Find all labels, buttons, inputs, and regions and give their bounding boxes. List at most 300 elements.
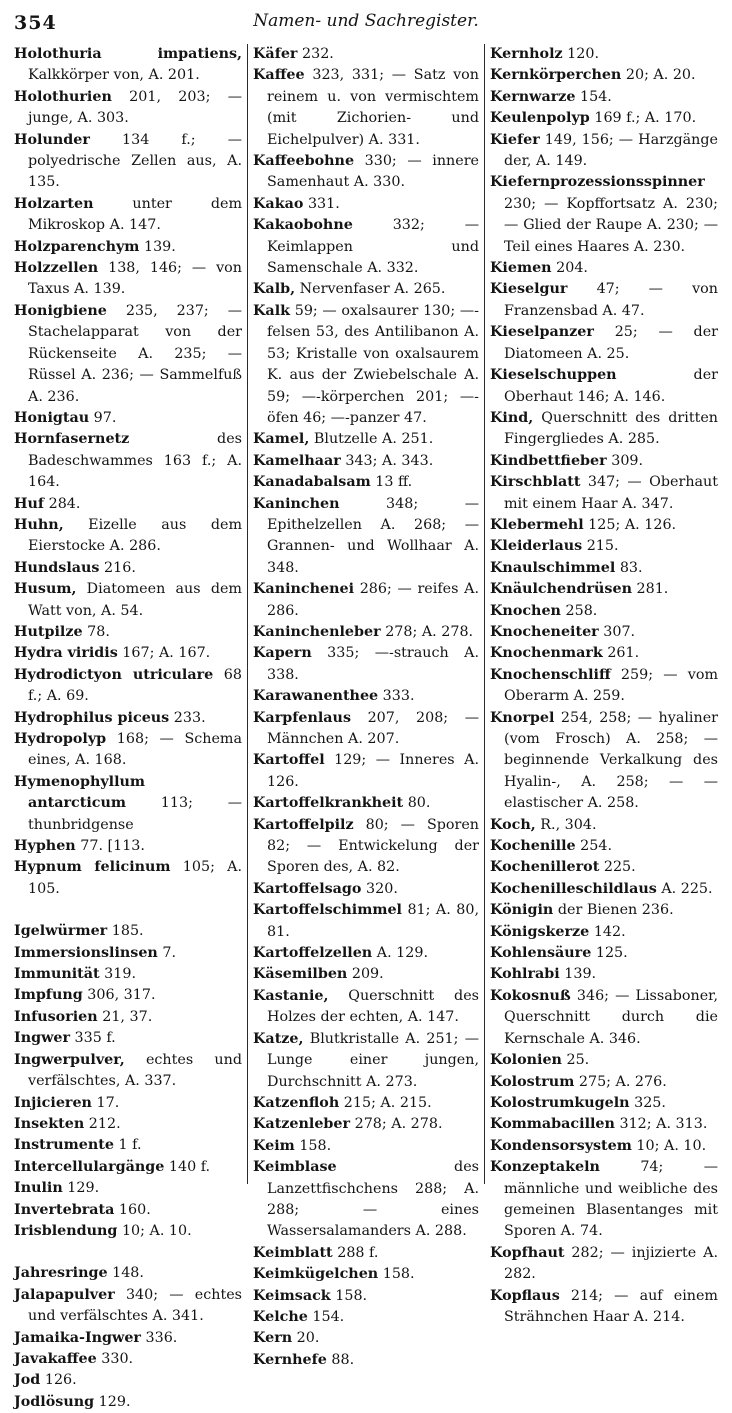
entry-headword: Knaulschimmel xyxy=(490,559,616,576)
entry-headword: Holothurien xyxy=(14,88,112,105)
index-entry xyxy=(14,130,242,194)
index-entry xyxy=(490,172,718,258)
index-entry xyxy=(253,151,479,194)
index-entry xyxy=(14,964,242,985)
index-entry xyxy=(253,750,479,793)
entry-headword: Königin xyxy=(490,902,554,919)
entry-references: Nervenfaser A. 265. xyxy=(295,281,446,298)
entry-headword: Kieselschuppen xyxy=(490,367,617,384)
index-entry xyxy=(253,494,479,580)
index-entry xyxy=(14,729,242,772)
entry-references: 140 f. xyxy=(164,1158,211,1175)
index-entry xyxy=(490,1072,718,1093)
entry-headword: Husum, xyxy=(14,581,77,598)
index-entry xyxy=(253,879,479,900)
entry-headword: Kieselgur xyxy=(490,281,568,298)
entry-references: 68 f.; A. 69. xyxy=(28,666,242,705)
entry-headword: Kaffeebohne xyxy=(253,153,355,170)
entry-references: 281. xyxy=(631,581,669,598)
index-entry xyxy=(253,1350,479,1371)
entry-references: 125. xyxy=(591,945,628,962)
entry-headword: Hydrophilus piceus xyxy=(14,709,170,726)
entry-headword: Jodlösung xyxy=(14,1393,95,1410)
entry-references: 88. xyxy=(326,1351,355,1368)
index-entry xyxy=(253,815,479,879)
entry-headword: Ingwer xyxy=(14,1030,71,1047)
entry-references: 158. xyxy=(330,1287,368,1304)
index-entry xyxy=(490,1286,718,1329)
entry-references: 312; A. 313. xyxy=(614,1116,708,1133)
entry-headword: Knorpel xyxy=(490,709,555,726)
entry-references: A. 129. xyxy=(372,945,428,962)
index-entry xyxy=(490,836,718,857)
entry-headword: Jalapapulver xyxy=(14,1286,115,1303)
index-entry xyxy=(14,1200,242,1221)
index-entry xyxy=(253,643,479,686)
entry-references: 282; — injizierte A. 282. xyxy=(504,1244,718,1283)
entry-references: 347; — Oberhaut mit einem Haar A. 347. xyxy=(504,474,718,512)
entry-headword: Keimsack xyxy=(253,1287,331,1304)
index-entry xyxy=(14,1178,242,1199)
entry-references: 169 f.; A. 170. xyxy=(589,110,697,127)
index-entry xyxy=(490,558,718,579)
entry-references: 207, 208; — Männchen A. 207. xyxy=(267,709,479,747)
entry-headword: Kanadabalsam xyxy=(253,474,371,491)
entry-headword: Kind, xyxy=(490,409,534,426)
index-entry xyxy=(490,515,718,536)
entry-headword: Knochenschliff xyxy=(490,666,611,683)
index-entry xyxy=(14,708,242,729)
entry-headword: Kokosnuß xyxy=(490,987,571,1004)
index-entry xyxy=(490,879,718,900)
entry-references: 254, 258; — hyaliner (vom Frosch) A. 258; — beginnende Verkalkung des Hyalin-, A. 258; — — elastischer A. 258. xyxy=(504,709,718,812)
entry-headword: Intercellulargänge xyxy=(14,1158,165,1175)
entry-headword: Knochen xyxy=(490,602,561,619)
index-entry xyxy=(490,44,718,65)
entry-headword: Kartoffelpilz xyxy=(253,816,354,833)
index-entry xyxy=(14,1135,242,1156)
entry-headword: Konzeptakeln xyxy=(490,1159,600,1176)
entry-references: 25; — der Diatomeen A. 25. xyxy=(504,324,718,362)
index-entry xyxy=(253,1114,479,1135)
entry-headword: Kirschblatt xyxy=(490,474,581,491)
entry-references: 10; A. 10. xyxy=(117,1222,192,1239)
index-entry xyxy=(253,429,479,450)
entry-references: Querschnitt des dritten Fingergliedes A. 285. xyxy=(504,409,718,448)
index-entry xyxy=(490,322,718,365)
entry-references: 80. xyxy=(403,795,431,812)
index-entry xyxy=(14,622,242,643)
entry-references: 225. xyxy=(599,859,636,876)
entry-headword: Kern xyxy=(253,1330,293,1347)
entry-headword: Huhn, xyxy=(14,516,64,533)
index-entry xyxy=(14,1157,242,1178)
entry-headword: Kernhefe xyxy=(253,1351,327,1368)
entry-references: 204. xyxy=(551,260,588,277)
page-header xyxy=(0,4,732,36)
index-entry xyxy=(490,922,718,943)
index-entry xyxy=(490,130,718,173)
entry-references: 154. xyxy=(575,88,612,105)
entry-headword: Kohlrabi xyxy=(490,966,560,983)
entry-headword: Jamaika-Ingwer xyxy=(14,1329,141,1346)
index-entry xyxy=(253,472,479,493)
entry-headword: Kakaobohne xyxy=(253,217,353,234)
entry-headword: Kartoffelkrankheit xyxy=(253,795,404,812)
entry-references: 258. xyxy=(560,602,598,619)
entry-headword: Holzparenchym xyxy=(14,238,140,255)
index-entry xyxy=(253,986,479,1029)
index-entry xyxy=(490,900,718,921)
entry-headword: Kaninchen xyxy=(253,495,340,512)
entry-references: 348; — Epithelzellen A. 268; — Grannen- und Wollhaar A. 348. xyxy=(267,495,479,576)
index-entry xyxy=(253,793,479,814)
entry-references: 259; — vom Oberarm A. 259. xyxy=(504,666,718,705)
entry-headword: Jahresringe xyxy=(14,1265,108,1282)
index-entry xyxy=(490,1114,718,1135)
entry-references: 125; A. 126. xyxy=(583,516,677,533)
entry-headword: Kamelhaar xyxy=(253,452,341,469)
entry-references: 275; A. 276. xyxy=(574,1073,667,1090)
entry-references: der Bienen 236. xyxy=(553,902,674,919)
index-entry xyxy=(490,665,718,708)
entry-references: 307. xyxy=(598,623,636,640)
entry-references: 20. xyxy=(292,1330,320,1347)
section-gap xyxy=(14,900,242,921)
index-entry xyxy=(490,451,718,472)
index-entry xyxy=(253,943,479,964)
index-entry xyxy=(490,279,718,322)
index-entry xyxy=(490,1136,718,1157)
index-entry xyxy=(14,408,242,429)
entry-references: 209. xyxy=(347,966,384,983)
entry-references: 215. xyxy=(582,538,619,555)
entry-headword: Keimblatt xyxy=(253,1244,333,1261)
entry-references: 129. xyxy=(62,1180,100,1197)
entry-references: 330; — innere Samenhaut A. 330. xyxy=(267,153,479,191)
entry-headword: Keimblase xyxy=(253,1159,337,1176)
index-entry xyxy=(253,900,479,943)
index-entry xyxy=(14,1221,242,1242)
index-entry xyxy=(253,1307,479,1328)
entry-headword: Kelche xyxy=(253,1308,308,1325)
entry-headword: Katzenleber xyxy=(253,1116,351,1133)
entry-references: 25. xyxy=(561,1052,590,1069)
entry-headword: Kernholz xyxy=(490,46,563,62)
entry-headword: Keim xyxy=(253,1137,295,1154)
index-entry xyxy=(14,643,242,664)
entry-references: 215; A. 215. xyxy=(339,1094,432,1111)
entry-references: 149, 156; — Harzgänge der, A. 149. xyxy=(504,131,718,170)
entry-headword: Kieselpanzer xyxy=(490,324,594,341)
entry-headword: Ingwerpulver, xyxy=(14,1051,125,1068)
index-entry xyxy=(490,65,718,86)
index-entry xyxy=(14,1007,242,1028)
entry-headword: Kernwarze xyxy=(490,88,576,105)
index-entry xyxy=(490,365,718,408)
entry-headword: Igelwürmer xyxy=(14,923,108,940)
entry-headword: Karpfenlaus xyxy=(253,709,351,726)
index-entry xyxy=(14,943,242,964)
entry-references: 21, 37. xyxy=(97,1008,153,1025)
entry-references: 333. xyxy=(378,688,415,705)
entry-headword: Kernkörperchen xyxy=(490,67,622,84)
entry-headword: Hymenophyllum antarcticum xyxy=(14,773,146,812)
index-entry xyxy=(14,237,242,258)
index-entry xyxy=(14,194,242,237)
entry-headword: Kochenilleschildlaus xyxy=(490,880,657,897)
index-entry xyxy=(14,301,242,408)
index-entry xyxy=(14,87,242,130)
entry-headword: Jod xyxy=(14,1372,41,1389)
entry-headword: Hundslaus xyxy=(14,559,100,576)
entry-headword: Kaninchenei xyxy=(253,581,355,598)
entry-references: 129; — Inneres A. 126. xyxy=(267,752,479,790)
entry-references: 261. xyxy=(602,645,640,662)
column-rule xyxy=(484,44,485,1184)
entry-headword: Inulin xyxy=(14,1180,63,1197)
entry-references: der Oberhaut 146; A. 146. xyxy=(504,367,718,405)
entry-references: 232. xyxy=(297,46,334,62)
entry-headword: Holzarten xyxy=(14,195,94,212)
index-entry xyxy=(253,65,479,151)
index-entry xyxy=(490,536,718,557)
entry-headword: Keimkügelchen xyxy=(253,1266,379,1283)
index-entry xyxy=(14,1392,242,1413)
index-entry xyxy=(14,558,242,579)
entry-headword: Kartoffelzellen xyxy=(253,945,373,962)
entry-references: 160. xyxy=(114,1201,151,1218)
entry-references: 97. xyxy=(89,409,117,426)
entry-headword: Hydrodictyon utriculare xyxy=(14,666,214,683)
entry-references: 168; — Schema eines, A. 168. xyxy=(28,731,242,769)
entry-references: des Badeschwammes 163 f.; A. 164. xyxy=(28,431,242,491)
index-entry xyxy=(253,1264,479,1285)
index-entry xyxy=(14,772,242,836)
entry-headword: Honigbiene xyxy=(14,302,107,319)
entry-headword: Injicieren xyxy=(14,1094,92,1111)
entry-references: 325. xyxy=(629,1094,666,1111)
entry-references: 139. xyxy=(139,238,176,255)
index-entry xyxy=(490,1093,718,1114)
index-entry xyxy=(14,515,242,558)
entry-references: 20; A. 20. xyxy=(621,67,696,84)
entry-headword: Kiemen xyxy=(490,260,552,277)
index-entry xyxy=(14,1370,242,1391)
entry-references: Querschnitt des Holzes der echten, A. 147. xyxy=(267,987,479,1026)
entry-references: 142. xyxy=(589,923,626,940)
index-column-right xyxy=(490,44,718,1325)
entry-references: 346; — Lissaboner, Querschnitt durch die Kernschale A. 346. xyxy=(504,987,718,1047)
entry-references: 286; — reifes A. 286. xyxy=(267,581,479,619)
entry-headword: Kiefernprozessionsspinner xyxy=(490,174,705,191)
entry-references: 309. xyxy=(606,452,644,469)
entry-references: 216. xyxy=(99,559,136,576)
entry-references: 17. xyxy=(91,1094,120,1111)
index-entry xyxy=(14,985,242,1006)
entry-references: 126. xyxy=(40,1372,77,1389)
entry-headword: Kastanie, xyxy=(253,987,329,1004)
entry-references: 13 ff. xyxy=(370,474,413,491)
entry-references: 139. xyxy=(559,966,597,983)
index-entry xyxy=(253,451,479,472)
entry-references: 158. xyxy=(294,1137,332,1154)
index-entry xyxy=(253,1328,479,1349)
entry-headword: Hydropolyp xyxy=(14,731,107,747)
entry-references: A. 225. xyxy=(656,880,713,897)
index-entry xyxy=(490,472,718,515)
entry-references: 320. xyxy=(361,880,398,897)
entry-headword: Koch, xyxy=(490,816,536,833)
entry-references: 158. xyxy=(378,1266,415,1283)
entry-headword: Klebermehl xyxy=(490,516,584,533)
section-gap xyxy=(14,1242,242,1263)
entry-headword: Kapern xyxy=(253,645,312,662)
entry-headword: Immersionslinsen xyxy=(14,944,158,961)
entry-references: 254. xyxy=(575,838,613,855)
index-entry xyxy=(490,408,718,451)
index-entry xyxy=(14,44,242,87)
entry-headword: Königskerze xyxy=(490,923,590,940)
index-entry xyxy=(490,643,718,664)
entry-references: 235, 237; — Stachelapparat von der Rückenseite A. 235; — Rüssel A. 236; — Sammelfuß A. 236. xyxy=(28,302,242,405)
entry-headword: Käsemilben xyxy=(253,966,348,983)
entry-headword: Kartoffelsago xyxy=(253,880,362,897)
entry-references: 77. [113. xyxy=(75,838,145,855)
entry-references: 278; A. 278. xyxy=(350,1116,443,1133)
index-entry xyxy=(14,1028,242,1049)
entry-headword: Kindbettfieber xyxy=(490,452,607,469)
entry-headword: Katzenfloh xyxy=(253,1094,340,1111)
entry-references: 185. xyxy=(107,923,144,940)
entry-headword: Hornfasernetz xyxy=(14,431,130,448)
entry-headword: Hyphen xyxy=(14,838,76,855)
entry-references: 331. xyxy=(303,195,340,212)
index-entry xyxy=(253,1029,479,1093)
entry-references: 1 f. xyxy=(113,1137,142,1154)
index-entry xyxy=(490,601,718,622)
entry-headword: Knocheneiter xyxy=(490,623,599,640)
entry-references: 340; — echtes und verfälschtes A. 341. xyxy=(28,1286,242,1325)
page-number: 354 xyxy=(14,12,57,34)
index-entry xyxy=(14,857,242,900)
entry-references: Diatomeen aus dem Watt von, A. 54. xyxy=(28,581,242,619)
entry-headword: Kopflaus xyxy=(490,1287,560,1304)
index-entry xyxy=(14,665,242,708)
entry-references: 83. xyxy=(615,559,643,576)
entry-headword: Katze, xyxy=(253,1030,304,1047)
index-entry xyxy=(14,921,242,942)
entry-references: 336. xyxy=(140,1329,178,1346)
entry-headword: Kalk xyxy=(253,302,291,319)
entry-headword: Knäulchendrüsen xyxy=(490,581,632,598)
entry-references: Blutkristalle A. 251; — Lunge einer jungen, Durchschnitt A. 273. xyxy=(267,1030,479,1090)
entry-headword: Kolostrumkugeln xyxy=(490,1094,630,1111)
entry-headword: Immunität xyxy=(14,966,100,983)
entry-references: 332; — Keimlappen und Samenschale A. 332. xyxy=(267,217,479,277)
entry-headword: Kochenille xyxy=(490,838,576,855)
entry-references: des Lanzettfischchens 288; A. 288; — eines Wassersalamanders A. 288. xyxy=(267,1159,479,1240)
index-entry xyxy=(490,964,718,985)
entry-headword: Holunder xyxy=(14,131,90,148)
index-entry xyxy=(253,44,479,65)
entry-references: 129. xyxy=(94,1393,131,1410)
entry-headword: Kolonien xyxy=(490,1052,562,1069)
entry-references: 148. xyxy=(107,1265,144,1282)
index-entry xyxy=(253,964,479,985)
entry-references: Kalkkörper von, A. 201. xyxy=(28,67,200,84)
index-entry xyxy=(490,815,718,836)
entry-references: 59; — oxalsaurer 130; —-felsen 53, des Antilibanon A. 53; Kristalle von oxalsaurem K. aus der Zwiebelschale A. 59; —-körperchen 201; —-öfen 46; —-panzer 47. xyxy=(267,302,479,426)
entry-headword: Impfung xyxy=(14,987,83,1004)
entry-references: unter dem Mikroskop A. 147. xyxy=(28,195,242,234)
index-entry xyxy=(490,1050,718,1071)
entry-references: 154. xyxy=(307,1308,345,1325)
entry-references: 80; — Sporen 82; — Entwickelung der Sporen des, A. 82. xyxy=(267,816,479,876)
index-entry xyxy=(253,579,479,622)
index-entry xyxy=(253,1093,479,1114)
entry-references: 113; — thunbridgense xyxy=(28,795,242,833)
entry-headword: Karawanenthee xyxy=(253,688,379,705)
entry-headword: Keulenpolyp xyxy=(490,110,590,127)
index-entry xyxy=(14,258,242,301)
entry-headword: Javakaffee xyxy=(14,1350,97,1367)
entry-references: 81; A. 80, 81. xyxy=(267,902,479,940)
index-entry xyxy=(14,836,242,857)
entry-headword: Holothuria impatiens, xyxy=(14,46,242,62)
entry-references: 167; A. 167. xyxy=(117,645,211,662)
index-entry xyxy=(14,1349,242,1370)
index-entry xyxy=(14,1114,242,1135)
index-entry xyxy=(253,686,479,707)
index-entry xyxy=(14,1050,242,1093)
index-entry xyxy=(490,1243,718,1286)
index-entry xyxy=(253,1243,479,1264)
entry-references: 78. xyxy=(82,623,110,640)
entry-references: 134 f.; — polyedrische Zellen aus, A. 135. xyxy=(28,131,242,191)
index-entry xyxy=(253,1136,479,1157)
index-entry xyxy=(490,943,718,964)
entry-headword: Kartoffel xyxy=(253,752,325,769)
index-entry xyxy=(490,108,718,129)
entry-references: 212. xyxy=(84,1115,121,1132)
entry-references: 74; — männliche und weibliche des gemeinen Blasentanges mit Sporen A. 74. xyxy=(504,1159,718,1240)
entry-headword: Invertebrata xyxy=(14,1201,115,1218)
entry-references: 10; A. 10. xyxy=(631,1137,707,1154)
index-entry xyxy=(490,579,718,600)
entry-headword: Kopfhaut xyxy=(490,1244,565,1261)
entry-references: 47; — von Franzensbad A. 47. xyxy=(504,281,718,319)
index-entry xyxy=(14,429,242,493)
entry-references: 288 f. xyxy=(332,1244,379,1261)
index-entry xyxy=(253,279,479,300)
index-entry xyxy=(490,258,718,279)
entry-headword: Huf xyxy=(14,495,45,512)
entry-references: 335; —-strauch A. 338. xyxy=(267,645,479,683)
entry-references: echtes und verfälschtes, A. 337. xyxy=(28,1051,242,1090)
entry-references: 323, 331; — Satz von reinem u. von vermischtem (mit Zichorien- und Eichelpulver) A. 331. xyxy=(267,67,479,148)
index-column-middle xyxy=(253,44,479,1368)
entry-references: 7. xyxy=(157,944,177,961)
entry-references: Blutzelle A. 251. xyxy=(309,431,434,448)
entry-references: 233. xyxy=(169,709,206,726)
entry-headword: Kaninchenleber xyxy=(253,623,381,640)
entry-headword: Hutpilze xyxy=(14,623,83,640)
entry-headword: Käfer xyxy=(253,46,298,62)
index-entry xyxy=(253,215,479,279)
entry-references: 278; A. 278. xyxy=(380,623,474,640)
entry-headword: Hypnum felicinum xyxy=(14,859,171,876)
